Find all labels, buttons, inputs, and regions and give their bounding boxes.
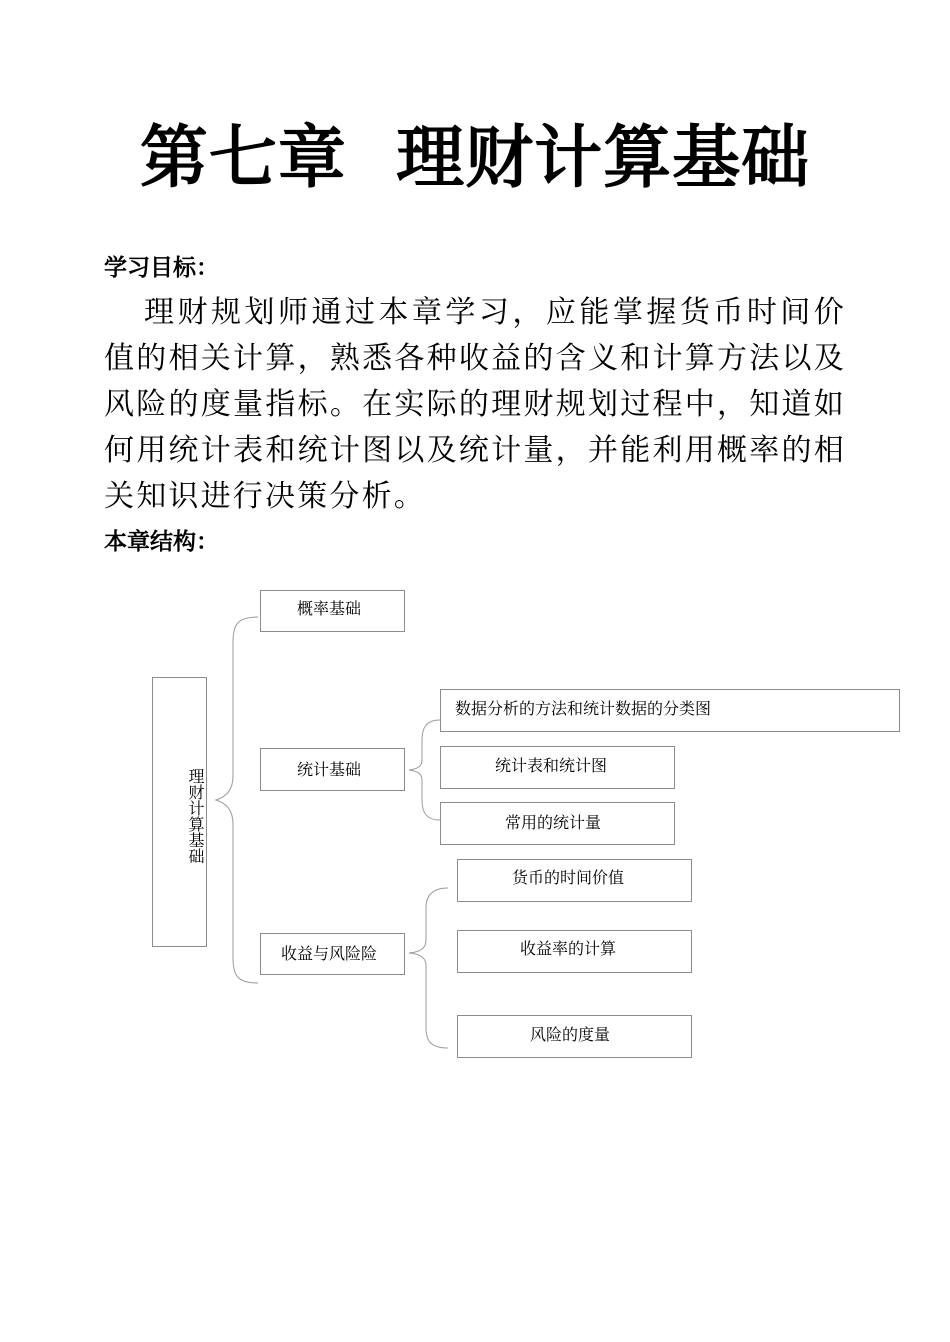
stats-brace	[409, 720, 440, 820]
learning-objectives-paragraph: 理财规划师通过本章学习，应能掌握货币时间价值的相关计算，熟悉各种收益的含义和计算方法以及风险的度量指标。在实际的理财规划过程中，知道如何用统计表和统计图以及统计量，并能利用概率的相关知识进行决策分析。	[104, 295, 846, 514]
chapter-structure-heading: 本章结构：	[104, 529, 219, 555]
root-node-label: 理财计算基础	[186, 768, 205, 864]
leaf-node-risk-measure	[457, 1015, 692, 1058]
leaf-node-label: 风险的度量	[530, 1025, 611, 1044]
branch-node-label: 概率基础	[297, 599, 362, 618]
leaf-node-label: 货币的时间价值	[512, 868, 625, 887]
branch-node-label: 统计基础	[297, 760, 362, 779]
leaf-node-label: 数据分析的方法和统计数据的分类图	[455, 699, 712, 718]
root-brace	[216, 617, 258, 983]
root-node	[152, 677, 207, 947]
leaf-node-common-statistics	[440, 802, 675, 845]
branch-node-label: 收益与风险险	[281, 944, 378, 963]
branch-node-return-risk	[260, 933, 405, 975]
branch-node-statistics	[260, 748, 405, 791]
learning-objectives-heading: 学习目标：	[104, 255, 219, 281]
chapter-title: 第七章 理财计算基础	[139, 118, 811, 198]
returns-brace	[409, 888, 448, 1048]
leaf-node-data-analysis	[440, 689, 900, 732]
leaf-node-label: 统计表和统计图	[495, 756, 608, 775]
leaf-node-label: 收益率的计算	[520, 939, 617, 958]
leaf-node-return-calculation	[457, 930, 692, 973]
leaf-node-tables-charts	[440, 746, 675, 789]
leaf-node-time-value	[457, 859, 692, 902]
branch-node-probability	[260, 590, 405, 632]
leaf-node-label: 常用的统计量	[505, 813, 602, 832]
